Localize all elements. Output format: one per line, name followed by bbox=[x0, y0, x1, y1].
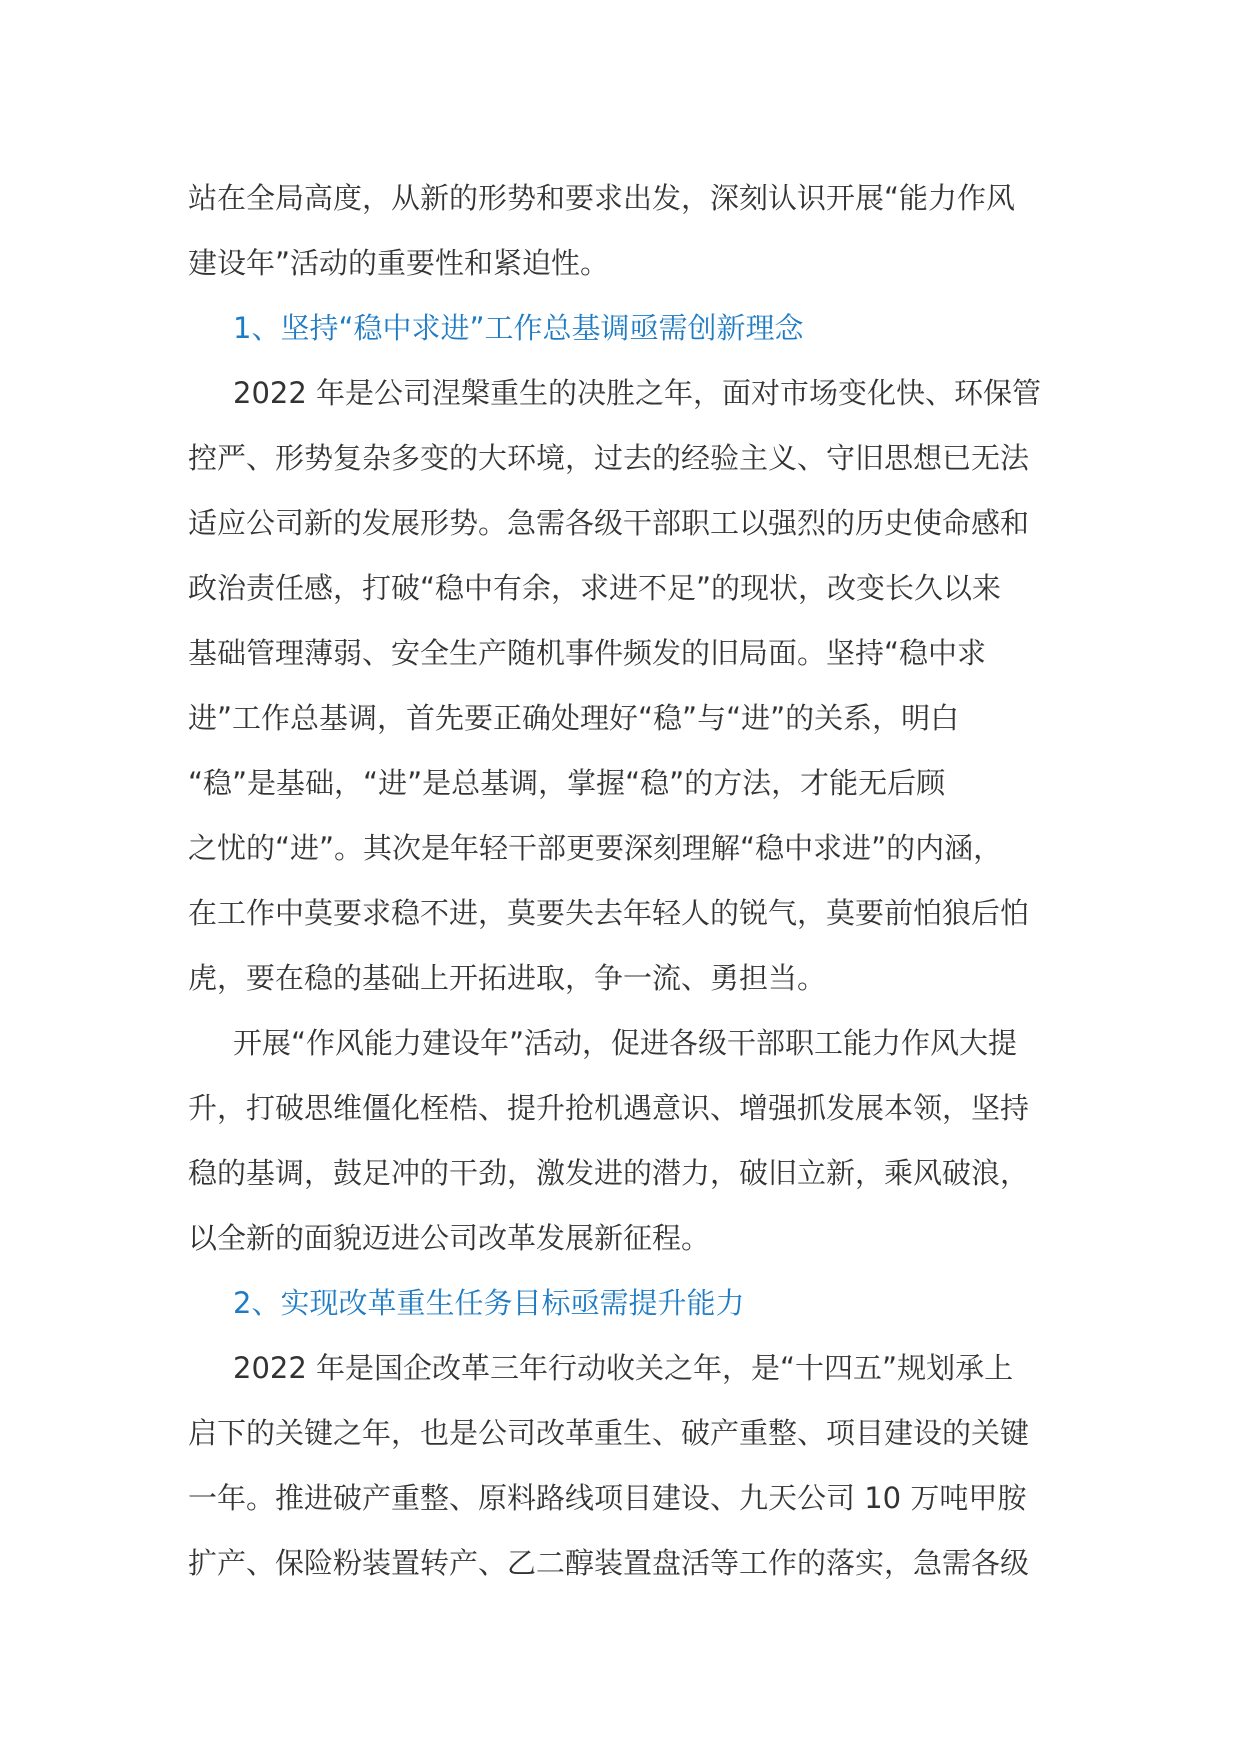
text-line: 适应公司新的发展形势。急需各级干部职工以强烈的历史使命感和 bbox=[188, 506, 1030, 540]
section2-paragraph-1 bbox=[188, 1336, 1060, 1596]
text-line: 虎，要在稳的基础上开拓进取，争一流、勇担当。 bbox=[188, 961, 827, 995]
section-heading: 1、坚持“稳中求进”工作总基调亟需创新理念 bbox=[233, 311, 804, 345]
text-line: 控严、形势复杂多变的大环境，过去的经验主义、守旧思想已无法 bbox=[188, 441, 1030, 475]
text-line: 启下的关键之年，也是公司改革重生、破产重整、项目建设的关键 bbox=[188, 1416, 1030, 1450]
text-line: “稳”是基础，“进”是总基调，掌握“稳”的方法，才能无后顾 bbox=[188, 766, 946, 800]
text-line: 进”工作总基调，首先要正确处理好“稳”与“进”的关系，明白 bbox=[188, 701, 960, 735]
text-line: 建设年”活动的重要性和紧迫性。 bbox=[188, 246, 610, 280]
text-line: 开展“作风能力建设年”活动，促进各级干部职工能力作风大提 bbox=[233, 1026, 1018, 1060]
text-line: 2022 年是国企改革三年行动收关之年，是“十四五”规划承上 bbox=[233, 1351, 1014, 1385]
section1-paragraph-2 bbox=[188, 1011, 1060, 1271]
text-line: 扩产、保险粉装置转产、乙二醇装置盘活等工作的落实，急需各级 bbox=[188, 1546, 1030, 1580]
section1-paragraph-1 bbox=[188, 361, 1060, 1011]
text-line: 一年。推进破产重整、原料路线项目建设、九天公司 10 万吨甲胺 bbox=[188, 1481, 1027, 1515]
text-line: 政治责任感，打破“稳中有余，求进不足”的现状，改变长久以来 bbox=[188, 571, 1002, 605]
text-line: 站在全局高度，从新的形势和要求出发，深刻认识开展“能力作风 bbox=[188, 181, 1016, 215]
text-line: 基础管理薄弱、安全生产随机事件频发的旧局面。坚持“稳中求 bbox=[188, 636, 987, 670]
text-line: 之忧的“进”。其次是年轻干部更要深刻理解“稳中求进”的内涵， bbox=[188, 831, 1003, 865]
text-line: 稳的基调，鼓足冲的干劲，激发进的潜力，破旧立新，乘风破浪， bbox=[188, 1156, 1030, 1190]
text-line: 2022 年是公司涅槃重生的决胜之年，面对市场变化快、环保管 bbox=[233, 376, 1042, 410]
document-body bbox=[188, 166, 1060, 1596]
intro-paragraph bbox=[188, 166, 1060, 296]
section-heading: 2、实现改革重生任务目标亟需提升能力 bbox=[233, 1286, 745, 1320]
text-line: 以全新的面貌迈进公司改革发展新征程。 bbox=[188, 1221, 711, 1255]
text-line: 升，打破思维僵化桎梏、提升抢机遇意识、增强抓发展本领，坚持 bbox=[188, 1091, 1030, 1125]
text-line: 在工作中莫要求稳不进，莫要失去年轻人的锐气，莫要前怕狼后怕 bbox=[188, 896, 1030, 930]
